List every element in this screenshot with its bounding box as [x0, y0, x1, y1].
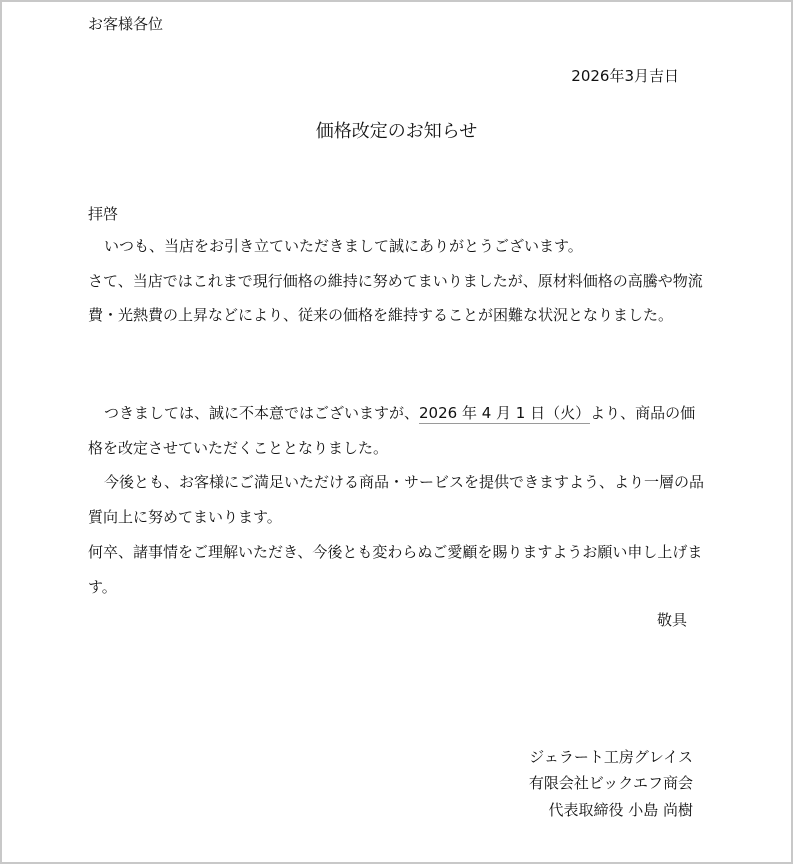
paragraph-2-post: より、商品の価格を改定させていただくこととなりました。 — [88, 404, 696, 457]
price-change-paragraph — [88, 396, 708, 465]
paragraph-4: 何卒、諸事情をご理解いただき、今後とも変わらぬご愛顧を賜りますようお願い申し上げます。 — [88, 543, 703, 596]
future-commitment-paragraph — [88, 465, 708, 534]
letter-date: 2026年3月吉日 — [571, 67, 679, 85]
effective-date: 2026 年 4 月 1 日（火） — [419, 404, 591, 422]
letter-title: 価格改定のお知らせ — [315, 121, 478, 142]
opening-paragraph — [88, 229, 708, 333]
paragraph-2-pre: つきましては、誠に不本意ではございますが、 — [104, 404, 420, 422]
paragraph-3: 今後とも、お客様にご満足いただける商品・サービスを提供できますよう、より一層の品質向上に努めてまいります。 — [88, 473, 705, 526]
greeting: 拝啓 — [88, 205, 119, 223]
closing: 敬具 — [656, 611, 687, 629]
paragraph-1: さて、当店ではこれまで現行価格の維持に努めてまいりましたが、原材料価格の高騰や物流費・光熱費の上昇などにより、従来の価格を維持することが困難な状況となりました。 — [88, 271, 703, 324]
addressee: お客様各位 — [88, 15, 164, 33]
opening-line: いつも、当店をお引き立ていただきまして誠にありがとうございます。 — [104, 237, 583, 255]
representative-name: 代表取締役 小島 尚樹 — [548, 801, 693, 819]
request-paragraph — [88, 535, 708, 604]
company-name: 有限会社ビックエフ商会 — [528, 774, 693, 792]
shop-name: ジェラート工房グレイス — [529, 748, 693, 766]
